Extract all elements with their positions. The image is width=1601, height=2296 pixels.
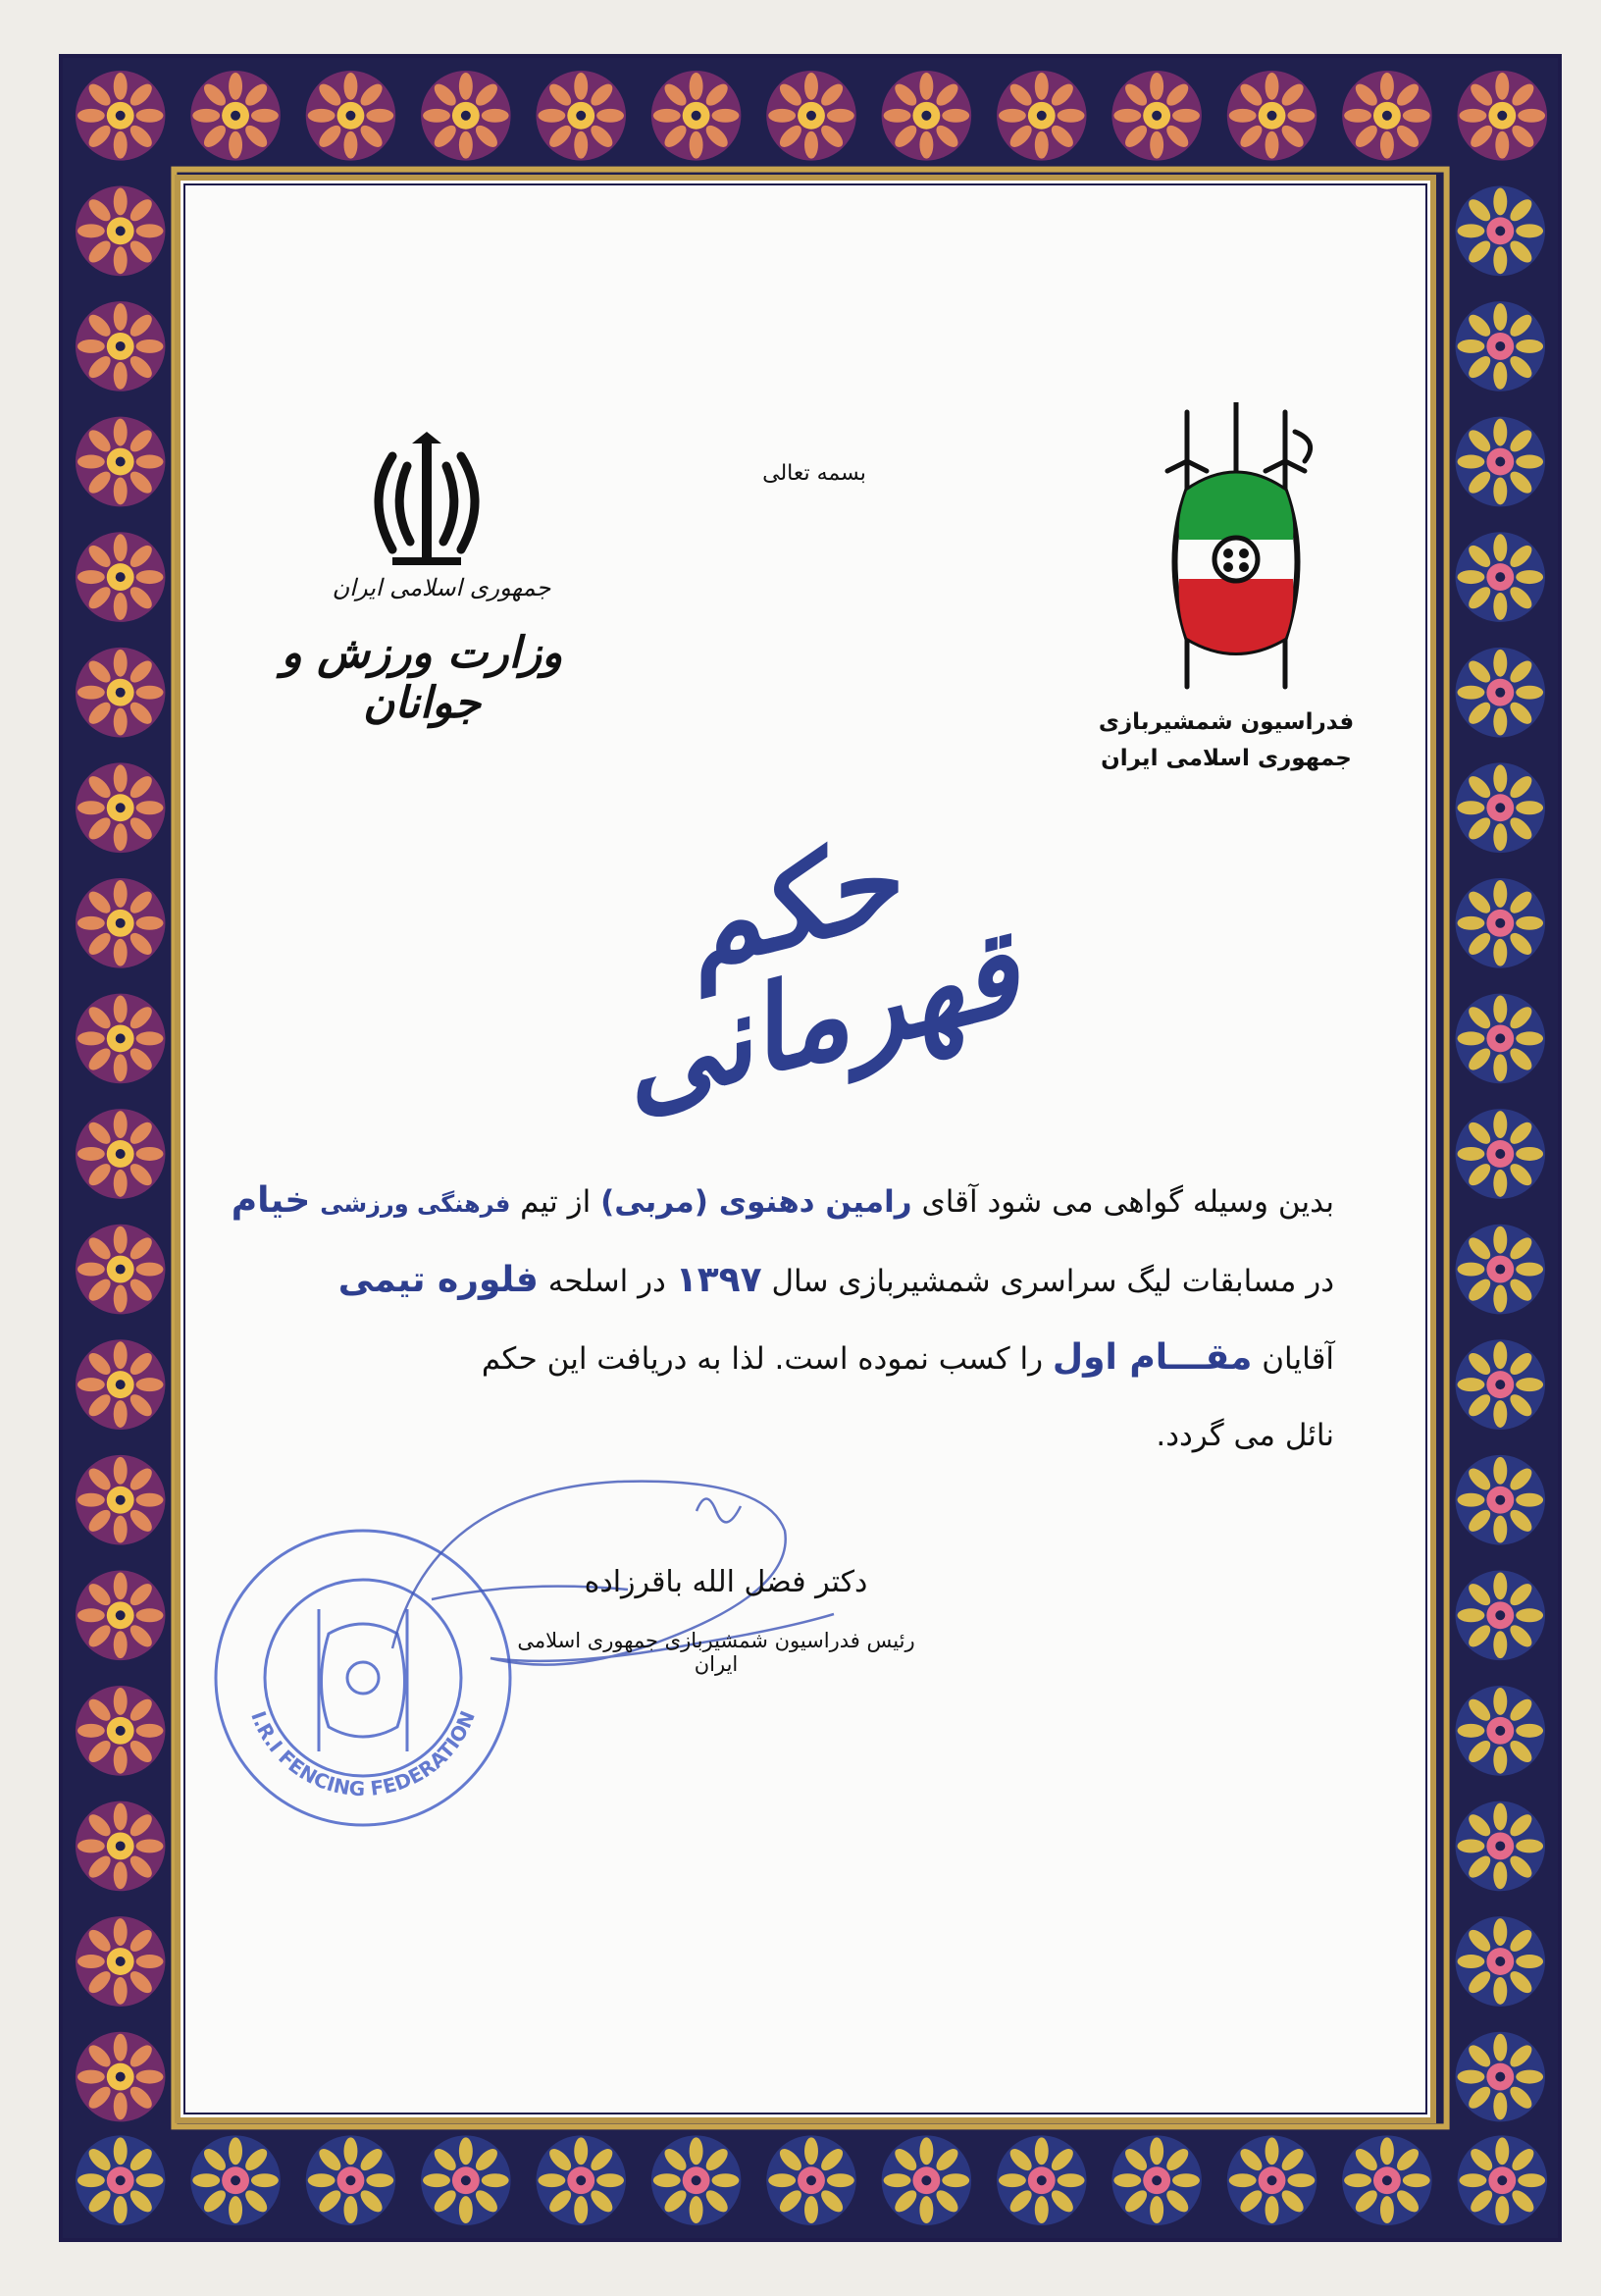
team-name: خیام [231,1180,311,1221]
body-line2-a: در مسابقات لیگ سراسری شمشیربازی سال [771,1264,1334,1299]
handwritten-signature [373,1452,844,1747]
stamp-text: I.R.I FENCING FEDERATION [246,1707,480,1801]
body-line-4: نائل می گردد. [1156,1418,1334,1453]
federation-name-line2: جمهوری اسلامی ایران [1101,745,1352,771]
body-line-3 [255,1320,1334,1397]
federation-name-line1: فدراسیون شمشیربازی [1098,709,1355,735]
team-type: فرهنگی ورزشی [320,1190,511,1218]
body-line-1 [231,1163,1334,1242]
rank-text: مقـــام اول [1052,1337,1253,1378]
signer-role: رئیس فدراسیون شمشیربازی جمهوری اسلامی ایران [517,1629,915,1676]
recipient-name: رامین دهنوی (مربی) [600,1184,912,1220]
competition-year: ۱۳۹۷ [675,1260,762,1300]
certificate-body [231,1163,1334,1474]
body-line3-b: را کسب نموده است. لذا به دریافت این حکم [481,1341,1044,1377]
ministry-name-text: وزارت ورزش و جوانان [281,628,563,728]
fencing-federation-logo-icon [1148,402,1324,697]
weapon-category: فلوره تیمی [337,1260,539,1300]
body-line1-a: بدین وسیله گواهی می شود آقای [921,1184,1334,1220]
body-line-2 [255,1242,1334,1320]
bismillah-text: بسمه تعالی [762,461,866,486]
iran-emblem-icon [353,432,500,579]
body-line1-b: از تیم [520,1184,592,1220]
signer-name: دکتر فضل الله باقرزاده [584,1565,868,1599]
federation-name [1059,704,1393,777]
certificate-title: حکم قهرمانی [604,810,1032,1135]
ministry-country-text: جمهوری اسلامی ایران [332,574,551,601]
body-line3-a: آقایان [1262,1341,1334,1377]
body-line2-b: در اسلحه [547,1264,666,1299]
